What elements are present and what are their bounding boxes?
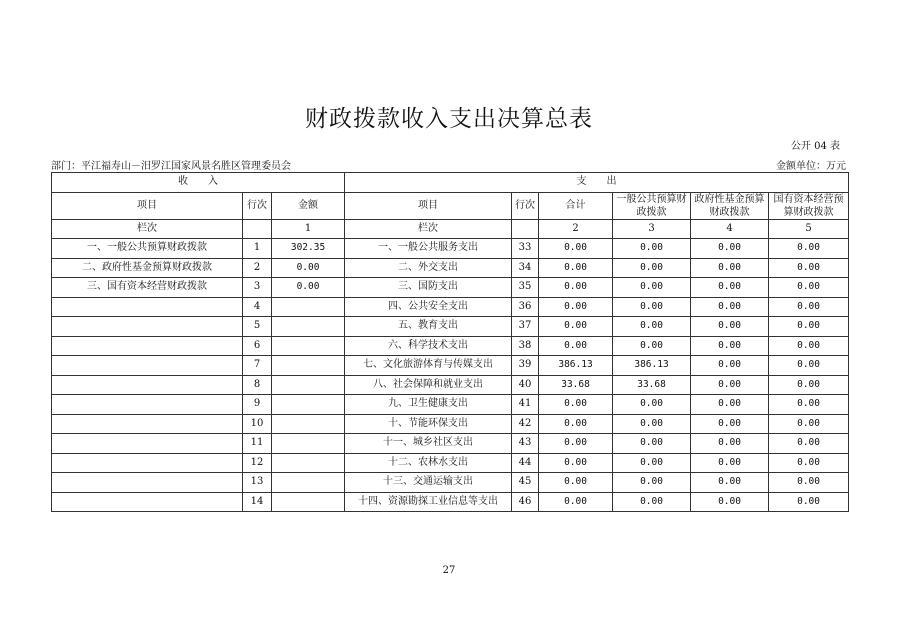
general-budget-header: 一般公共预算财政拨款 (613, 192, 691, 219)
state-capital-cell: 0.00 (769, 395, 849, 415)
state-capital-cell: 0.00 (769, 258, 849, 278)
income-item-cell (52, 297, 243, 317)
general-budget-cell: 0.00 (613, 297, 691, 317)
state-capital-cell: 0.00 (769, 278, 849, 298)
income-item-cell (52, 375, 243, 395)
income-item-cell (52, 317, 243, 337)
state-capital-cell: 0.00 (769, 317, 849, 337)
expense-item-cell: 二、外交支出 (345, 258, 512, 278)
general-budget-cell: 0.00 (613, 239, 691, 259)
table-row (52, 317, 849, 337)
expense-item-cell: 三、国防支出 (345, 278, 512, 298)
income-row-no-cell: 11 (243, 434, 272, 454)
income-row-no-cell: 13 (243, 473, 272, 493)
income-amount-cell: 302.35 (272, 239, 345, 259)
income-amount-cell (272, 414, 345, 434)
table-row (52, 336, 849, 356)
income-row-no-cell: 1 (243, 239, 272, 259)
income-amount-cell (272, 473, 345, 493)
income-row-no-cell: 6 (243, 336, 272, 356)
gov-fund-cell: 0.00 (691, 336, 769, 356)
table-row (52, 492, 849, 512)
total-cell: 0.00 (539, 473, 613, 493)
gov-fund-cell: 0.00 (691, 239, 769, 259)
income-row-no-cell: 3 (243, 278, 272, 298)
income-item-cell (52, 492, 243, 512)
state-capital-cell: 0.00 (769, 297, 849, 317)
income-row-no-header: 行次 (243, 192, 272, 219)
expense-item-cell: 五、教育支出 (345, 317, 512, 337)
expense-row-no-cell: 34 (512, 258, 539, 278)
general-budget-cell: 0.00 (613, 317, 691, 337)
col-index-3: 3 (613, 219, 691, 239)
income-item-cell (52, 356, 243, 376)
table-row (52, 453, 849, 473)
general-budget-cell: 0.00 (613, 258, 691, 278)
expense-item-cell: 九、卫生健康支出 (345, 395, 512, 415)
expense-item-cell: 十、节能环保支出 (345, 414, 512, 434)
table-header-row-1 (52, 173, 849, 193)
income-row-no-cell: 10 (243, 414, 272, 434)
expense-row-no-cell: 38 (512, 336, 539, 356)
income-item-cell (52, 414, 243, 434)
income-row-no-cell: 14 (243, 492, 272, 512)
table-row (52, 297, 849, 317)
col-index-5: 5 (769, 219, 849, 239)
total-cell: 33.68 (539, 375, 613, 395)
expense-item-header: 项目 (345, 192, 512, 219)
state-capital-cell: 0.00 (769, 434, 849, 454)
expense-item-cell: 四、公共安全支出 (345, 297, 512, 317)
income-row-no-cell: 9 (243, 395, 272, 415)
gov-fund-cell: 0.00 (691, 414, 769, 434)
income-item-cell: 三、国有资本经营财政拨款 (52, 278, 243, 298)
expense-header: 支 出 (345, 173, 849, 193)
income-row-no-cell: 5 (243, 317, 272, 337)
income-row-no-cell: 8 (243, 375, 272, 395)
expense-row-no-header: 行次 (512, 192, 539, 219)
table-row (52, 356, 849, 376)
expense-item-cell: 十一、城乡社区支出 (345, 434, 512, 454)
table-row (52, 395, 849, 415)
income-item-cell (52, 453, 243, 473)
expense-item-cell: 十三、交通运输支出 (345, 473, 512, 493)
gov-fund-header: 政府性基金预算财政拨款 (691, 192, 769, 219)
total-cell: 0.00 (539, 492, 613, 512)
income-amount-cell (272, 356, 345, 376)
income-amount-cell: 0.00 (272, 258, 345, 278)
expense-row-no-cell: 40 (512, 375, 539, 395)
expense-row-no-cell: 44 (512, 453, 539, 473)
general-budget-cell: 0.00 (613, 336, 691, 356)
income-amount-header: 金额 (272, 192, 345, 219)
income-row-no-cell: 2 (243, 258, 272, 278)
expense-row-no-cell: 43 (512, 434, 539, 454)
state-capital-cell: 0.00 (769, 492, 849, 512)
col-index-empty-2 (512, 219, 539, 239)
expense-item-cell: 十四、资源勘探工业信息等支出 (345, 492, 512, 512)
gov-fund-cell: 0.00 (691, 375, 769, 395)
col-index-1: 1 (272, 219, 345, 239)
income-item-cell (52, 336, 243, 356)
income-row-no-cell: 12 (243, 453, 272, 473)
total-cell: 0.00 (539, 239, 613, 259)
department-label: 部门：平江福寿山－汨罗江国家风景名胜区管理委员会 (51, 161, 291, 172)
expense-row-no-cell: 39 (512, 356, 539, 376)
table-row (52, 414, 849, 434)
income-item-cell: 一、一般公共预算财政拨款 (52, 239, 243, 259)
gov-fund-cell: 0.00 (691, 297, 769, 317)
state-capital-header: 国有资本经营预算财政拨款 (769, 192, 849, 219)
income-row-no-cell: 7 (243, 356, 272, 376)
total-header: 合计 (539, 192, 613, 219)
table-row (52, 258, 849, 278)
income-amount-cell: 0.00 (272, 278, 345, 298)
column-index-row (52, 219, 849, 239)
total-cell: 0.00 (539, 434, 613, 454)
income-amount-cell (272, 492, 345, 512)
total-cell: 0.00 (539, 297, 613, 317)
expense-row-no-cell: 41 (512, 395, 539, 415)
income-amount-cell (272, 336, 345, 356)
expense-row-no-cell: 45 (512, 473, 539, 493)
general-budget-cell: 0.00 (613, 492, 691, 512)
expense-item-cell: 七、文化旅游体育与传媒支出 (345, 356, 512, 376)
expense-row-no-cell: 42 (512, 414, 539, 434)
total-cell: 0.00 (539, 317, 613, 337)
col-index-4: 4 (691, 219, 769, 239)
general-budget-cell: 0.00 (613, 414, 691, 434)
total-cell: 0.00 (539, 258, 613, 278)
state-capital-cell: 0.00 (769, 356, 849, 376)
general-budget-cell: 0.00 (613, 473, 691, 493)
total-cell: 0.00 (539, 453, 613, 473)
expense-item-cell: 六、科学技术支出 (345, 336, 512, 356)
income-item-cell: 二、政府性基金预算财政拨款 (52, 258, 243, 278)
total-cell: 0.00 (539, 278, 613, 298)
income-header: 收 入 (52, 173, 345, 193)
income-amount-cell (272, 434, 345, 454)
state-capital-cell: 0.00 (769, 473, 849, 493)
gov-fund-cell: 0.00 (691, 278, 769, 298)
page-number: 27 (442, 565, 456, 576)
col-index-label-2: 栏次 (345, 219, 512, 239)
income-item-cell (52, 473, 243, 493)
general-budget-cell: 0.00 (613, 453, 691, 473)
col-index-empty (243, 219, 272, 239)
income-item-cell (52, 395, 243, 415)
expense-row-no-cell: 46 (512, 492, 539, 512)
general-budget-cell: 0.00 (613, 278, 691, 298)
table-row (52, 375, 849, 395)
expense-row-no-cell: 35 (512, 278, 539, 298)
expense-row-no-cell: 37 (512, 317, 539, 337)
expense-row-no-cell: 36 (512, 297, 539, 317)
expense-row-no-cell: 33 (512, 239, 539, 259)
gov-fund-cell: 0.00 (691, 258, 769, 278)
table-header-row-2 (52, 192, 849, 219)
state-capital-cell: 0.00 (769, 453, 849, 473)
expense-item-cell: 十二、农林水支出 (345, 453, 512, 473)
income-amount-cell (272, 297, 345, 317)
table-row (52, 473, 849, 493)
total-cell: 0.00 (539, 395, 613, 415)
fiscal-summary-table (51, 172, 849, 512)
unit-label: 金额单位：万元 (776, 161, 846, 172)
gov-fund-cell: 0.00 (691, 434, 769, 454)
income-amount-cell (272, 375, 345, 395)
state-capital-cell: 0.00 (769, 375, 849, 395)
gov-fund-cell: 0.00 (691, 473, 769, 493)
state-capital-cell: 0.00 (769, 414, 849, 434)
income-amount-cell (272, 395, 345, 415)
gov-fund-cell: 0.00 (691, 453, 769, 473)
gov-fund-cell: 0.00 (691, 492, 769, 512)
form-number: 公开 04 表 (790, 141, 840, 152)
state-capital-cell: 0.00 (769, 336, 849, 356)
expense-item-cell: 一、一般公共服务支出 (345, 239, 512, 259)
income-amount-cell (272, 317, 345, 337)
general-budget-cell: 0.00 (613, 434, 691, 454)
gov-fund-cell: 0.00 (691, 356, 769, 376)
col-index-2: 2 (539, 219, 613, 239)
income-row-no-cell: 4 (243, 297, 272, 317)
total-cell: 0.00 (539, 414, 613, 434)
income-item-cell (52, 434, 243, 454)
gov-fund-cell: 0.00 (691, 317, 769, 337)
expense-item-cell: 八、社会保障和就业支出 (345, 375, 512, 395)
table-row (52, 239, 849, 259)
total-cell: 0.00 (539, 336, 613, 356)
total-cell: 386.13 (539, 356, 613, 376)
table-row (52, 434, 849, 454)
general-budget-cell: 33.68 (613, 375, 691, 395)
general-budget-cell: 0.00 (613, 395, 691, 415)
income-item-header: 项目 (52, 192, 243, 219)
income-amount-cell (272, 453, 345, 473)
gov-fund-cell: 0.00 (691, 395, 769, 415)
page-title: 财政拨款收入支出决算总表 (305, 106, 593, 132)
general-budget-cell: 386.13 (613, 356, 691, 376)
state-capital-cell: 0.00 (769, 239, 849, 259)
col-index-label: 栏次 (52, 219, 243, 239)
table-row (52, 278, 849, 298)
